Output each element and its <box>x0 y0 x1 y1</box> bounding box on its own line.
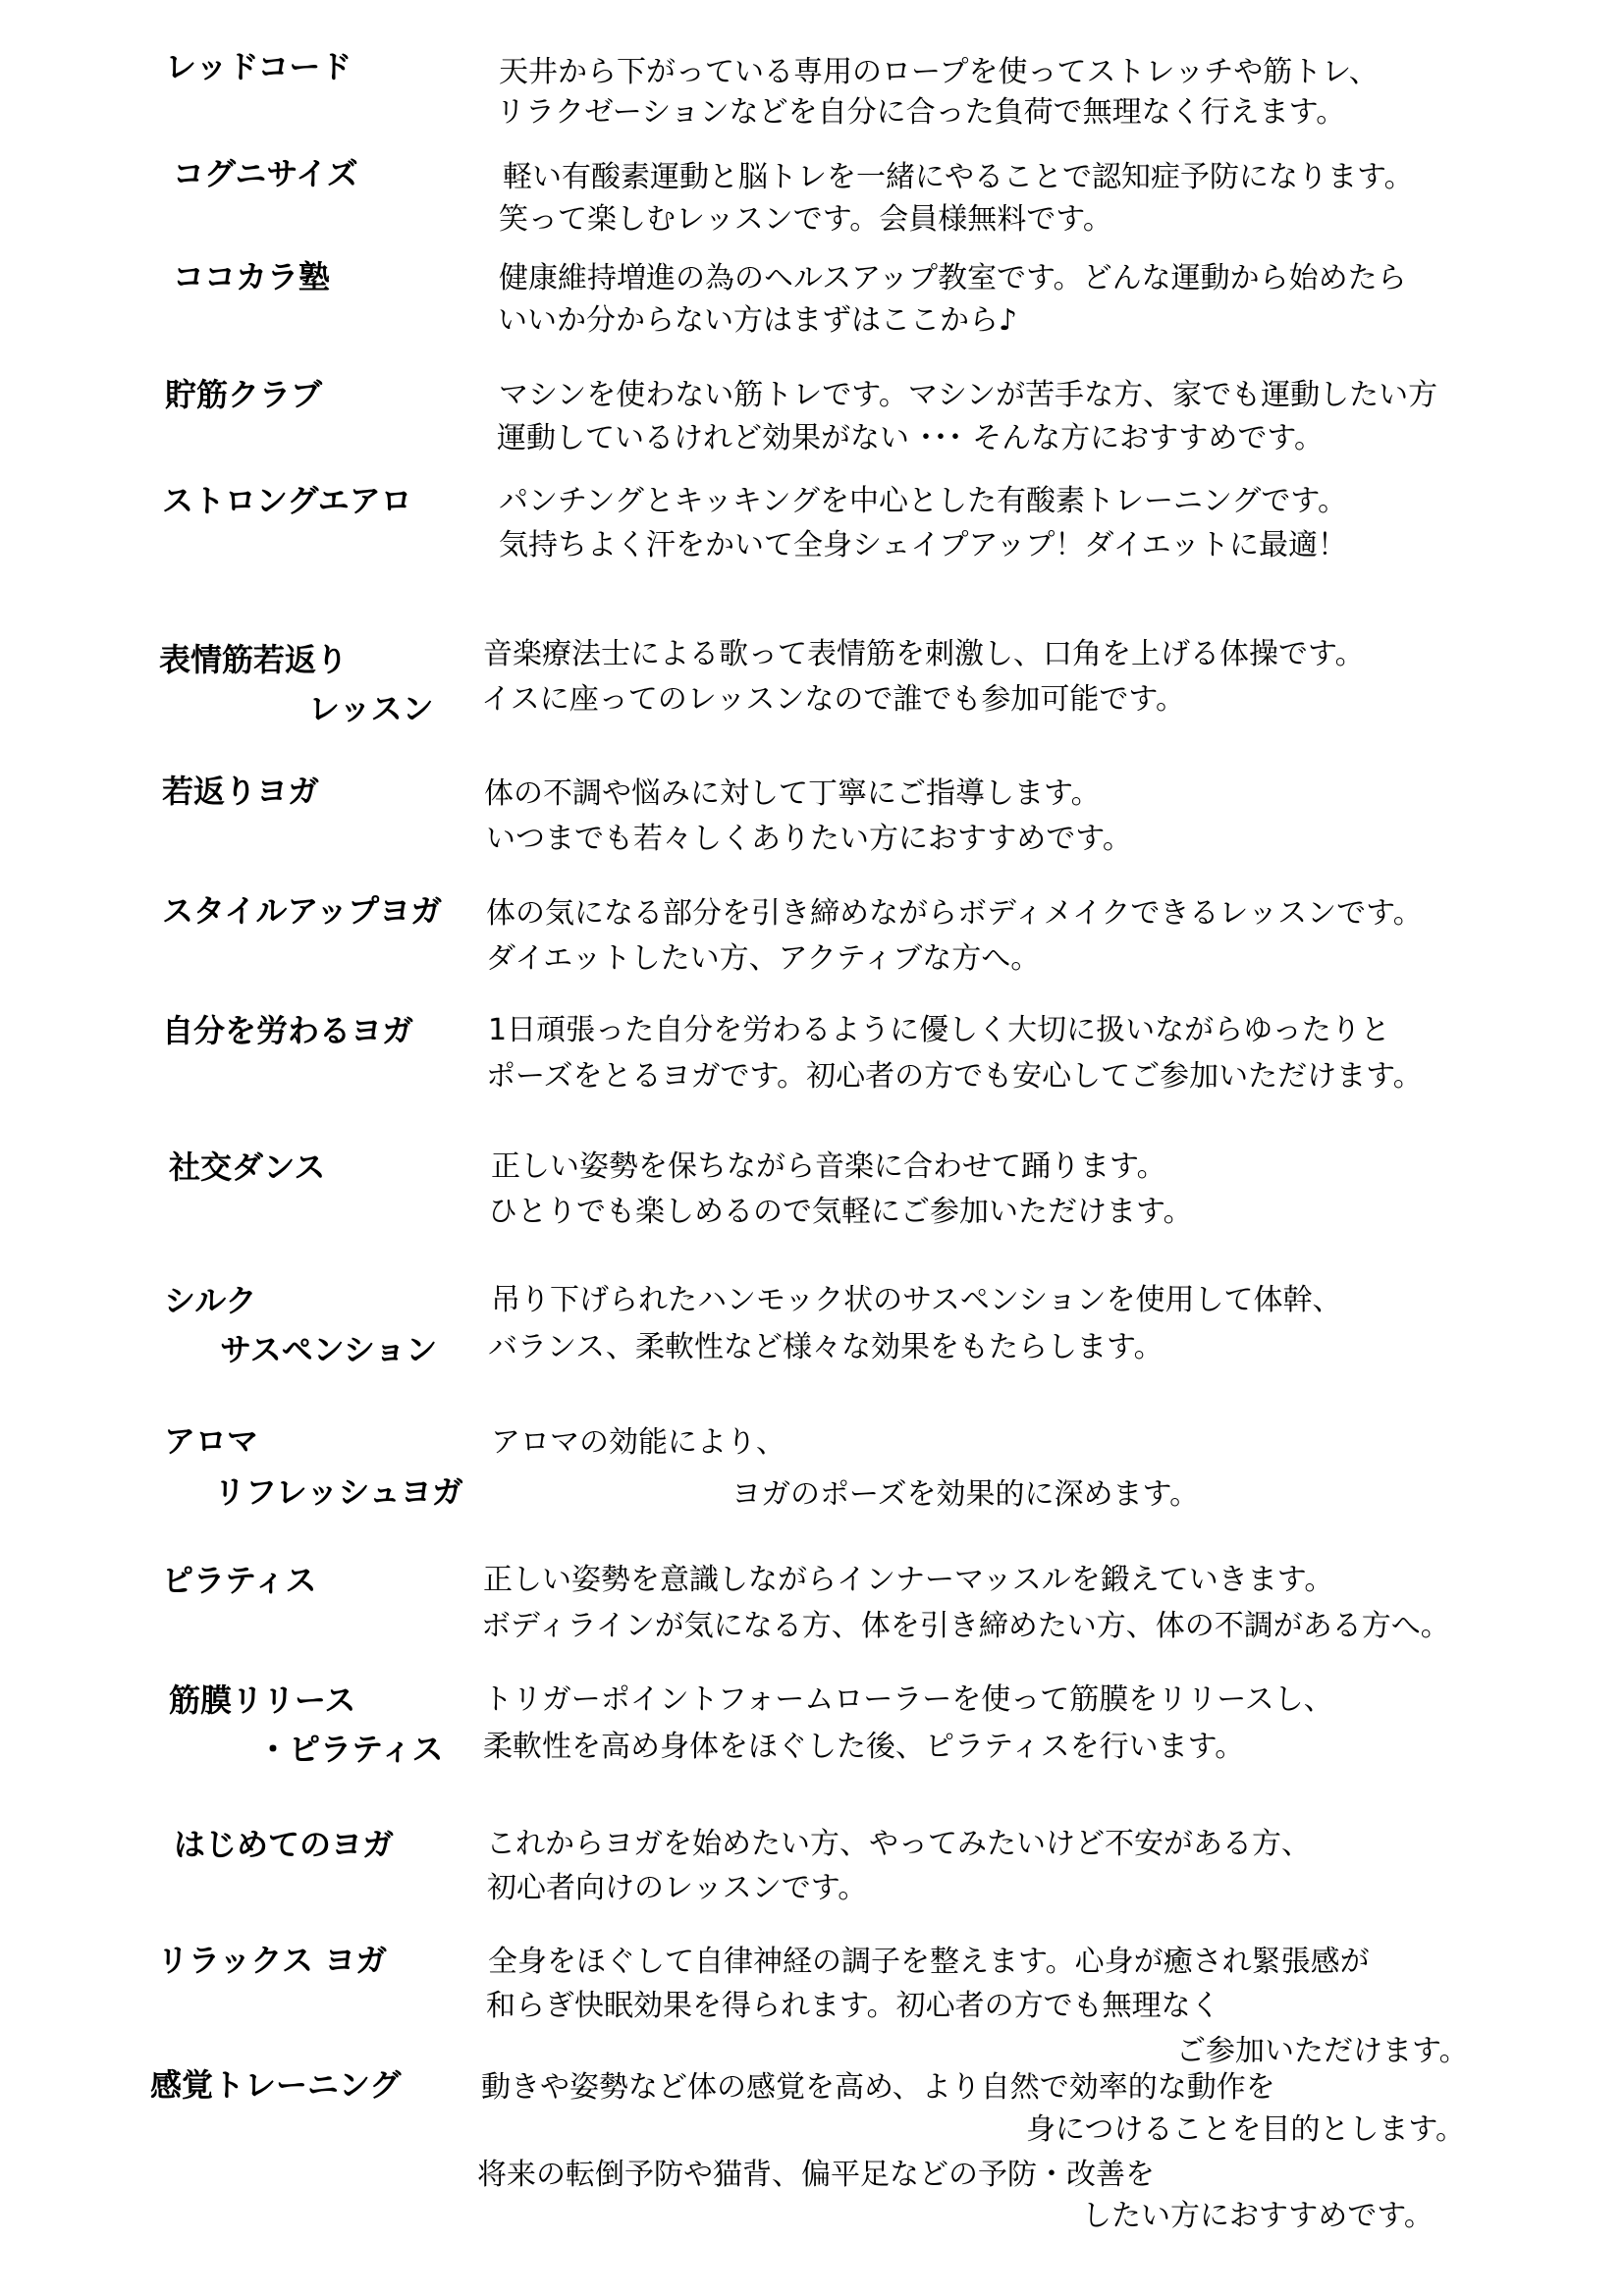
class-name: レッスン <box>308 690 434 727</box>
class-name: ピラティス <box>162 1562 317 1599</box>
class-name: ストロングエアロ <box>162 482 412 519</box>
class-description: 全身をほぐして自律神経の調子を整えます。心身が癒され緊張感が <box>488 1945 1370 1979</box>
class-name: 若返りヨガ <box>162 773 320 810</box>
class-description: ポーズをとるヨガです。初心者の方でも安心してご参加いただけます。 <box>486 1059 1423 1094</box>
class-description: これからヨガを始めたい方、やってみたいけど不安がある方、 <box>486 1827 1311 1861</box>
class-description: トリガーポイントフォームローラーを使って筋膜をリリースし、 <box>483 1682 1333 1717</box>
class-name: シルク <box>164 1282 257 1319</box>
class-description: 初心者向けのレッスンです。 <box>487 1871 868 1905</box>
class-description: 和らぎ快眠効果を得られます。初心者の方でも無理なく <box>486 1989 1220 2023</box>
class-name: アロマ <box>164 1422 259 1460</box>
class-name: コグニサイズ <box>173 155 358 192</box>
class-name: スタイルアップヨガ <box>162 892 443 930</box>
class-description: アロマの効能により、 <box>491 1425 785 1460</box>
class-description: 1日頑張った自分を労わるように優しく大切に扱いながらゆったりと <box>488 1013 1390 1047</box>
class-description: ひとりでも楽しめるので気軽にご参加いただけます。 <box>488 1195 1193 1229</box>
class-description: ヨガのポーズを効果的に深めます。 <box>731 1477 1200 1512</box>
class-description: 動きや姿勢など体の感覚を高め、より自然で効率的な動作を <box>481 2070 1275 2105</box>
class-description: 運動しているけれど効果がない ･･･ そんな方におすすめです。 <box>497 421 1324 455</box>
class-description: ボディラインが気になる方、体を引き締めたい方、体の不調がある方へ。 <box>481 1609 1450 1643</box>
class-name: リラックス ヨガ <box>157 1942 388 1979</box>
class-description: いいか分からない方はまずはここから♪ <box>498 303 1018 338</box>
class-description: したい方におすすめです。 <box>1082 2199 1434 2233</box>
class-name: レッドコード <box>165 48 352 85</box>
class-name: はじめてのヨガ <box>174 1826 395 1863</box>
class-description: いつまでも若々しくありたい方におすすめです。 <box>486 822 1132 856</box>
class-description: イスに座ってのレッスンなので誰でも参加可能です。 <box>481 682 1185 717</box>
class-name: ココカラ塾 <box>173 258 331 295</box>
class-description: リラクゼーションなどを自分に合った負荷で無理なく行えます。 <box>496 95 1346 130</box>
class-description: 気持ちよく汗をかいて全身シェイプアップ！ダイエットに最適！ <box>499 528 1347 562</box>
class-name: 筋膜リリース <box>169 1682 356 1719</box>
class-name: 表情筋若返り <box>159 641 349 678</box>
class-description: 柔軟性を高め身体をほぐした後、ピラティスを行います。 <box>483 1730 1245 1764</box>
class-name: 貯筋クラブ <box>165 376 323 413</box>
class-name: 感覚トレーニング <box>150 2066 402 2104</box>
class-description: 吊り下げられたハンモック状のサスペンションを使用して体幹、 <box>491 1283 1342 1317</box>
class-description: 正しい姿勢を意識しながらインナーマッスルを鍛えていきます。 <box>483 1563 1334 1597</box>
class-description: バランス、柔軟性など様々な効果をもたらします。 <box>488 1330 1164 1364</box>
class-description: 笑って楽しむレッスンです。会員様無料です。 <box>499 202 1112 237</box>
class-name: リフレッシュヨガ <box>214 1473 463 1511</box>
class-name: ・ピラティス <box>257 1731 444 1768</box>
class-description: パンチングとキッキングを中心とした有酸素トレーニングです。 <box>499 484 1347 518</box>
class-description: 身につけることを目的とします。 <box>1026 2112 1465 2147</box>
class-description: ダイエットしたい方、アクティブな方へ。 <box>486 941 1041 976</box>
class-description: マシンを使わない筋トレです。マシンが苦手な方、家でも運動したい方 <box>499 378 1438 412</box>
class-name: 自分を労わるヨガ <box>162 1012 414 1049</box>
class-description: 音楽療法士による歌って表情筋を刺激し、口角を上げる体操です。 <box>483 637 1365 671</box>
class-description: 天井から下がっている専用のロープを使ってストレッチや筋トレ、 <box>499 55 1379 89</box>
class-description: 軽い有酸素運動と脳トレを一緒にやることで認知症予防になります。 <box>503 160 1414 194</box>
class-description: 正しい姿勢を保ちながら音楽に合わせて踊ります。 <box>491 1149 1166 1184</box>
class-description: ご参加いただけます。 <box>1176 2034 1469 2068</box>
class-description: 健康維持増進の為のヘルスアップ教室です。どんな運動から始めたら <box>499 261 1407 295</box>
class-name: サスペンション <box>220 1331 438 1368</box>
class-description: 体の気になる部分を引き締めながらボディメイクできるレッスンです。 <box>486 896 1423 931</box>
class-description: 将来の転倒予防や猫背、偏平足などの予防・改善を <box>477 2158 1155 2192</box>
class-name: 社交ダンス <box>169 1148 326 1186</box>
class-description: 体の不調や悩みに対して丁寧にご指導します。 <box>484 776 1101 811</box>
